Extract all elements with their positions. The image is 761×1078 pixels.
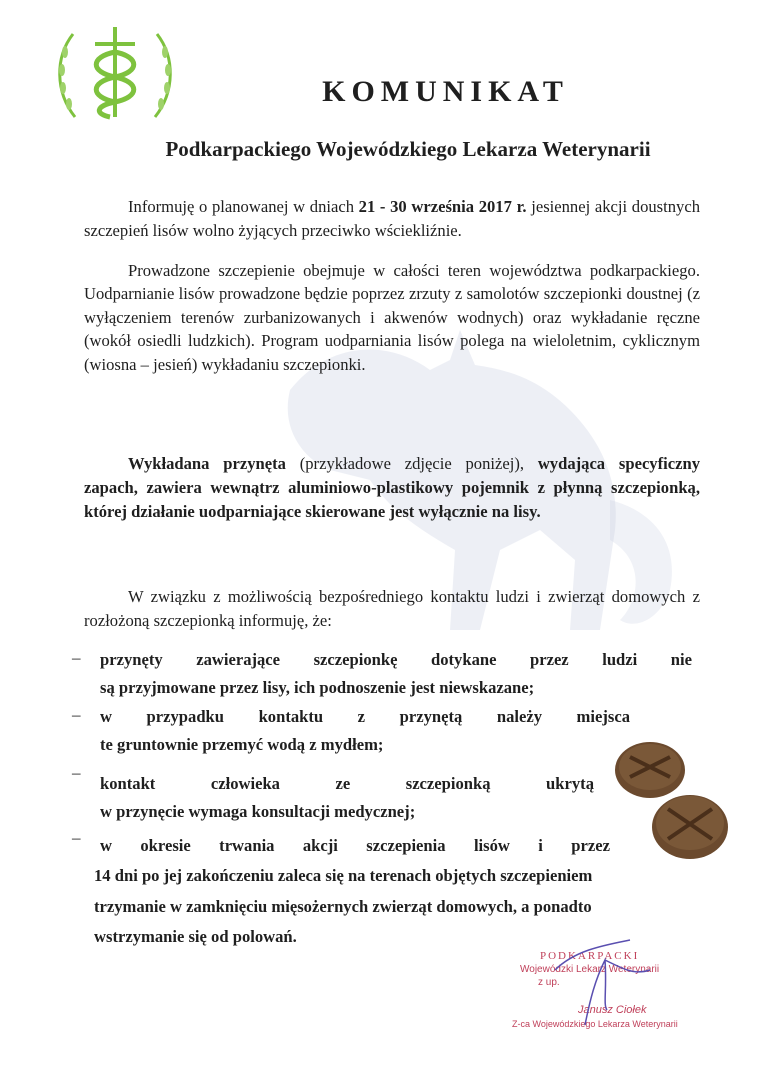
bullet-3-line-2: w przynęcie wymaga konsultacji medycznej;: [100, 802, 416, 821]
bullet-2-line-2: te gruntownie przemyć wodą z mydłem;: [100, 735, 384, 754]
stamp-line-2: Wojewódzki Lekarz Weterynarii: [520, 964, 660, 975]
stamp-line-3: z up.: [538, 977, 560, 988]
paragraph-dates: [84, 195, 700, 243]
paragraph-contact-text: W związku z możliwością bezpośredniego kontaktu ludzi i zwierząt domowych z rozłożoną szczepionką informuję, że:: [84, 587, 700, 630]
bullet-dash: –: [72, 828, 81, 847]
signature-image: [545, 930, 665, 1030]
bait-photo-note: (przykładowe zdjęcie poniżej),: [285, 454, 538, 473]
document-subtitle: Podkarpackiego Wojewódzkiego Lekarza Weterynarii: [165, 137, 651, 161]
paragraph-contact: [84, 585, 700, 633]
bullet-4-line-1: w okresie trwania akcji szczepienia lisów i przez: [100, 836, 610, 855]
bullet-2-line-1: w przypadku kontaktu z przynętą należy miejsca: [100, 707, 630, 726]
bullet-4-line-4: wstrzymanie się od polowań.: [94, 927, 297, 946]
bullet-4-line-3: trzymanie w zamknięciu mięsożernych zwierząt domowych, a ponadto: [94, 897, 592, 916]
bait-description: wydająca specyficzny zapach, zawiera wewnątrz aluminiowo-plastikowy pojemnik z płynną szczepionką, której działanie uodparniające skierowane jest wyłącznie na lisy.: [84, 454, 700, 521]
stamp-line-4: Janusz Ciołek: [578, 1004, 647, 1016]
paragraph-dates-text-b: jesiennej akcji doustnych szczepień lisów wolno żyjących przeciwko wściekliźnie.: [84, 197, 700, 240]
bait-photo-image: [610, 735, 730, 865]
bullet-1-line-2: są przyjmowane przez lisy, ich podnoszenie jest niewskazane;: [100, 678, 535, 697]
bullet-1-line-1: przynęty zawierające szczepionkę dotykane przez ludzi nie: [100, 650, 692, 669]
campaign-dates: 21 - 30 września 2017 r.: [358, 197, 527, 216]
bullet-dash: –: [72, 763, 81, 782]
bullet-dash: –: [72, 648, 81, 667]
paragraph-dates-text-a: Informuję o planowanej w dniach: [128, 197, 359, 216]
paragraph-bait: [84, 452, 700, 524]
stamp-line-1: PODKARPACKI: [540, 950, 640, 962]
paragraph-scope-text: Prowadzone szczepienie obejmuje w całości teren województwa podkarpackiego. Uodparnianie lisów prowadzone będzie poprzez zrzuty z samolotów szczepionki doustnej (z wyłączeniem terenów zurbanizowanych i akwenów wodnych) oraz wykładanie ręczne (wokół osiedli ludzkich). Program uodparniania lisów polega na wieloletnim, cyklicznym (wiosna – jesień) wykładaniu szczepionki.: [84, 261, 700, 374]
bullet-3-line-1: kontakt człowieka ze szczepionką ukrytą: [100, 774, 594, 793]
document-title: KOMUNIKAT: [322, 75, 569, 108]
bait-heading: Wykładana przynęta: [128, 454, 286, 473]
stamp-line-5: Z-ca Wojewódzkiego Lekarza Weterynarii: [512, 1019, 678, 1029]
bullet-4-line-2: 14 dni po jej zakończeniu zaleca się na terenach objętych szczepieniem: [94, 866, 593, 885]
paragraph-scope: [84, 259, 700, 376]
bullet-dash: –: [72, 705, 81, 724]
